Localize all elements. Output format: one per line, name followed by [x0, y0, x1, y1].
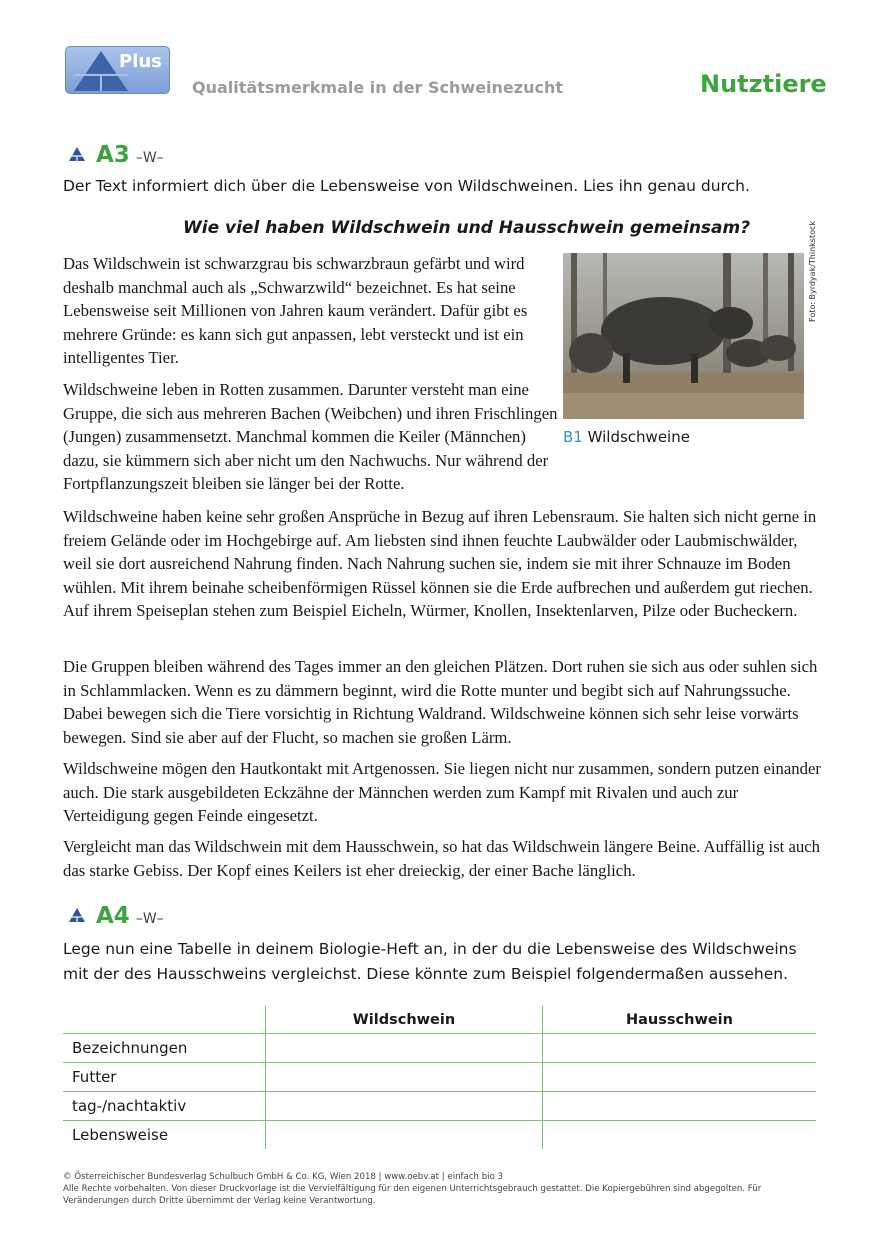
task-a3-instruction: Der Text informiert dich über die Lebensweise von Wildschweinen. Lies ihn genau durch. [63, 177, 750, 195]
footer-copyright: © Österreichischer Bundesverlag Schulbuch GmbH & Co. KG, Wien 2018 | www.oebv.at | einfach bio 3 [63, 1172, 504, 1182]
task-level: –W– [135, 911, 164, 927]
table-row [63, 1034, 816, 1063]
footer-rights: Alle Rechte vorbehalten. Von dieser Druckvorlage ist die Vervielfältigung für den eigenen Unterrichtsgebrauch gestattet. Die Kopiergebühren sind abgegolten. Für Veränderungen durch Dritte übernimmt der Verlag keine Verantwortung. [63, 1184, 762, 1206]
task-level: –W– [135, 150, 164, 166]
table-cell [543, 1063, 817, 1092]
task-a3-heading [68, 142, 164, 170]
figure-caption-text: Wildschweine [587, 428, 690, 446]
table-row-label: Lebensweise [72, 1126, 169, 1144]
triangle-icon [68, 146, 86, 162]
table-cell [266, 1063, 543, 1092]
page-category: Nutztiere [700, 70, 827, 98]
table-cell [266, 1121, 543, 1150]
footer [63, 1171, 823, 1207]
story-paragraph-3: Wildschweine haben keine sehr großen Ansprüche in Bezug auf ihren Lebensraum. Sie halten sich nicht gerne in freiem Gelände oder im Hochgebirge auf. Am liebsten sind ihnen feuchte Laubwälder oder Laubmischwälder, weil sie dort ausreichend Nahrung finden. Nach Nahrung suchen sie, indem sie mit ihrer Schnauze im Boden wühlen. Mit ihrem beinahe scheibenförmigen Rüssel können sie die Erde aufbrechen und außerdem gut riechen. Auf ihrem Speiseplan stehen zum Beispiel Eicheln, Würmer, Knollen, Insektenlarven, Pilze oder Bucheckern. [63, 507, 817, 620]
story-paragraph-6: Vergleicht man das Wildschwein mit dem Hausschwein, so hat das Wildschwein längere Beine. Auffällig ist auch das starke Gebiss. Der Kopf eines Keilers ist eher dreieckig, der einer Bache länglich. [63, 837, 820, 880]
task-a4-instruction: Lege nun eine Tabelle in deinem Biologie-Heft an, in der du die Lebensweise des Wildschweins mit der des Hausschweins vergleichst. Diese könnte zum Beispiel folgendermaßen aussehen. [63, 940, 797, 983]
logo-text: Plus [119, 51, 162, 72]
story-paragraph-4: Die Gruppen bleiben während des Tages immer an den gleichen Plätzen. Dort ruhen sie sich aus oder suhlen sich in Schlammlacken. Wenn es zu dämmern beginnt, wird die Rotte munter und begibt sich auf Nahrungssuche. Dabei bewegen sich die Tiere vorsichtig in Richtung Waldrand. Wildschweine können sich sehr leise vorwärts bewegen. Sind sie aber auf der Flucht, so machen sie großen Lärm. [63, 657, 818, 747]
story-paragraph-1: Das Wildschwein ist schwarzgrau bis schwarzbraun gefärbt und wird deshalb manchmal auch als „Schwarzwild“ bezeichnet. Es hat seine Lebensweise seit Millionen von Jahren kaum verändert. Dafür gibt es mehrere Gründe: es kann sich gut anpassen, lebt versteckt und ist ein intelligentes Tier. [63, 254, 528, 367]
wild-boar-photo [563, 253, 804, 419]
story-paragraph-5: Wildschweine mögen den Hautkontakt mit Artgenossen. Sie liegen nicht nur zusammen, sondern putzen einander auch. Die stark ausgebildeten Eckzähne der Männchen werden zum Kampf mit Rivalen und auch zur Verteidigung gegen Feinde eingesetzt. [63, 759, 821, 825]
table-header-empty [63, 1006, 266, 1034]
table-row-label: Bezeichnungen [63, 1034, 266, 1063]
table-row [63, 1092, 816, 1121]
task-a4-heading [68, 903, 164, 931]
triangle-icon [68, 907, 86, 923]
page-subtitle: Qualitätsmerkmale in der Schweinezucht [192, 78, 563, 97]
table-header-row [63, 1006, 816, 1034]
table-cell [266, 1034, 543, 1063]
story-title: Wie viel haben Wildschwein und Hausschwein gemeinsam? [183, 218, 751, 238]
table-cell [543, 1092, 817, 1121]
table-row [63, 1063, 816, 1092]
table-row [63, 1121, 816, 1150]
table-header-hausschwein: Hausschwein [543, 1006, 817, 1034]
photo-credit: Foto: Byrdyak/Thinkstock [808, 220, 817, 322]
table-row-label: tag-/nachtaktiv [63, 1092, 266, 1121]
table-cell [266, 1092, 543, 1121]
table-cell [543, 1121, 817, 1150]
logo [65, 46, 170, 94]
story-paragraph-2: Wildschweine leben in Rotten zusammen. Darunter versteht man eine Gruppe, die sich aus mehreren Bachen (Weibchen) und ihren Frischlingen (Jungen) zusammensetzt. Manchmal kommen die Keiler (Männchen) dazu, sie kümmern sich aber nicht um den Nachwuchs. Nur während der Fortpflanzungszeit bleiben sie länger bei der Rotte. [63, 380, 558, 493]
figure-label: B1 [563, 428, 583, 446]
task-number: A3 [96, 142, 130, 168]
comparison-table [63, 1006, 816, 1149]
table-header-wildschwein: Wildschwein [266, 1006, 543, 1034]
table-row-label: Futter [63, 1063, 266, 1092]
table-cell [543, 1034, 817, 1063]
figure-caption [563, 428, 690, 446]
task-number: A4 [96, 903, 130, 929]
